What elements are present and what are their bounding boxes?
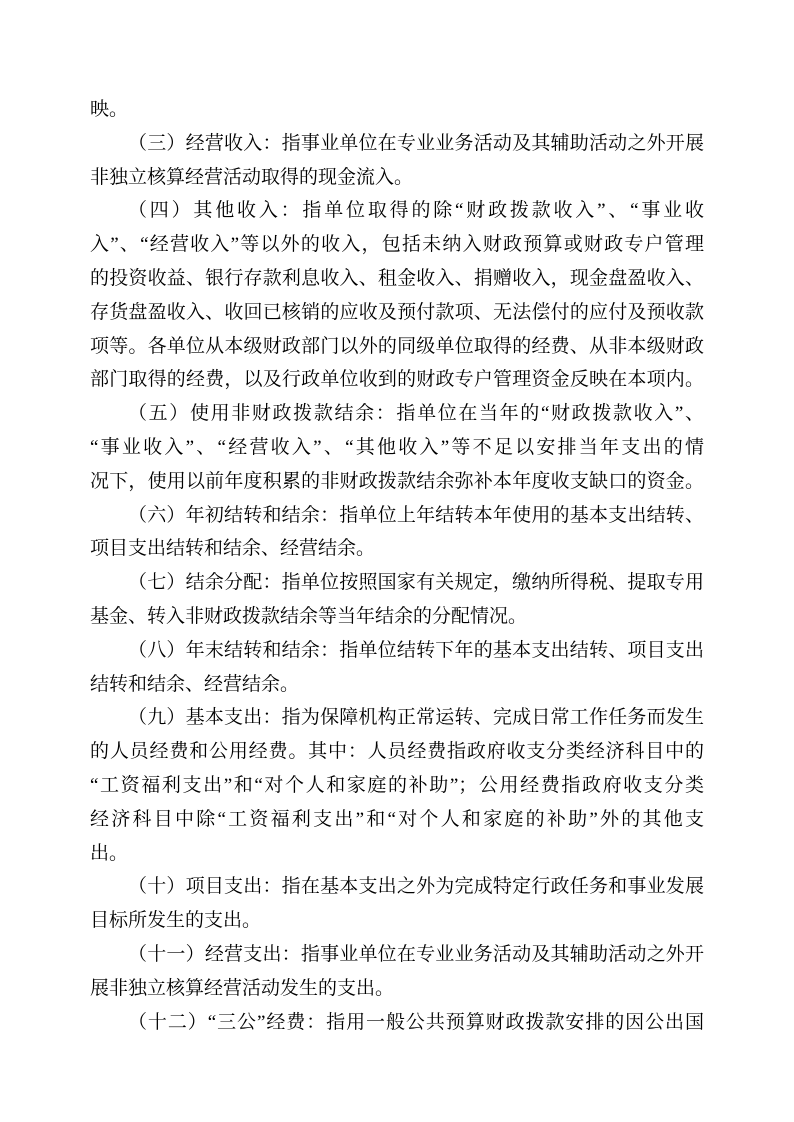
text-line: （十一）经营支出：指事业单位在专业业务活动及其辅助活动之外开	[128, 943, 704, 965]
text-line: 部门取得的经费，以及行政单位收到的财政专户管理资金反映在本项内。	[90, 369, 704, 391]
text-line: （十）项目支出：指在基本支出之外为完成特定行政任务和事业发展	[128, 876, 704, 898]
text-line: （九）基本支出：指为保障机构正常运转、完成日常工作任务而发生	[128, 707, 704, 729]
text-line: （三）经营收入：指事业单位在专业业务活动及其辅助活动之外开展	[128, 132, 704, 154]
text-line: 的投资收益、银行存款利息收入、租金收入、捐赠收入，现金盘盈收入、	[90, 267, 704, 289]
text-line: 映。	[90, 99, 129, 120]
text-line: （八）年末结转和结余：指单位结转下年的基本支出结转、项目支出	[128, 639, 704, 661]
text-line: 项目支出结转和结余、经营结余。	[90, 538, 376, 560]
text-line: （十二）“三公”经费：指用一般公共预算财政拨款安排的因公出国	[128, 1011, 704, 1033]
text-line: （五）使用非财政拨款结余：指单位在当年的“财政拨款收入”、	[128, 403, 704, 425]
text-line: 展非独立核算经营活动发生的支出。	[90, 977, 395, 999]
text-line: （四）其他收入：指单位取得的除“财政拨款收入”、“事业收	[128, 200, 704, 222]
text-line: 的人员经费和公用经费。其中：人员经费指政府收支分类经济科目中的	[90, 741, 704, 763]
text-line: 存货盘盈收入、收回已核销的应收及预付款项、无法偿付的应付及预收款	[90, 301, 704, 323]
text-line: “工资福利支出”和“对个人和家庭的补助”；公用经费指政府收支分类	[90, 774, 704, 796]
text-line: 况下，使用以前年度积累的非财政拨款结余弥补本年度收支缺口的资金。	[90, 470, 704, 492]
text-line: 入”、“经营收入”等以外的收入，包括未纳入财政预算或财政专户管理	[90, 234, 704, 256]
document-text-block	[90, 93, 704, 1039]
text-line: 结转和结余、经营结余。	[90, 673, 300, 695]
text-line: 目标所发生的支出。	[90, 910, 262, 932]
text-line: （六）年初结转和结余：指单位上年结转本年使用的基本支出结转、	[128, 504, 704, 526]
text-line: 非独立核算经营活动取得的现金流入。	[90, 166, 414, 188]
text-line: 基金、转入非财政拨款结余等当年结余的分配情况。	[90, 605, 528, 627]
text-line: 经济科目中除“工资福利支出”和“对个人和家庭的补助”外的其他支	[90, 808, 704, 830]
text-line: “事业收入”、“经营收入”、“其他收入”等不足以安排当年支出的情	[90, 436, 704, 458]
text-line: （七）结余分配：指单位按照国家有关规定，缴纳所得税、提取专用	[128, 572, 704, 594]
text-line: 出。	[90, 842, 129, 864]
text-line: 项等。各单位从本级财政部门以外的同级单位取得的经费、从非本级财政	[90, 335, 704, 357]
